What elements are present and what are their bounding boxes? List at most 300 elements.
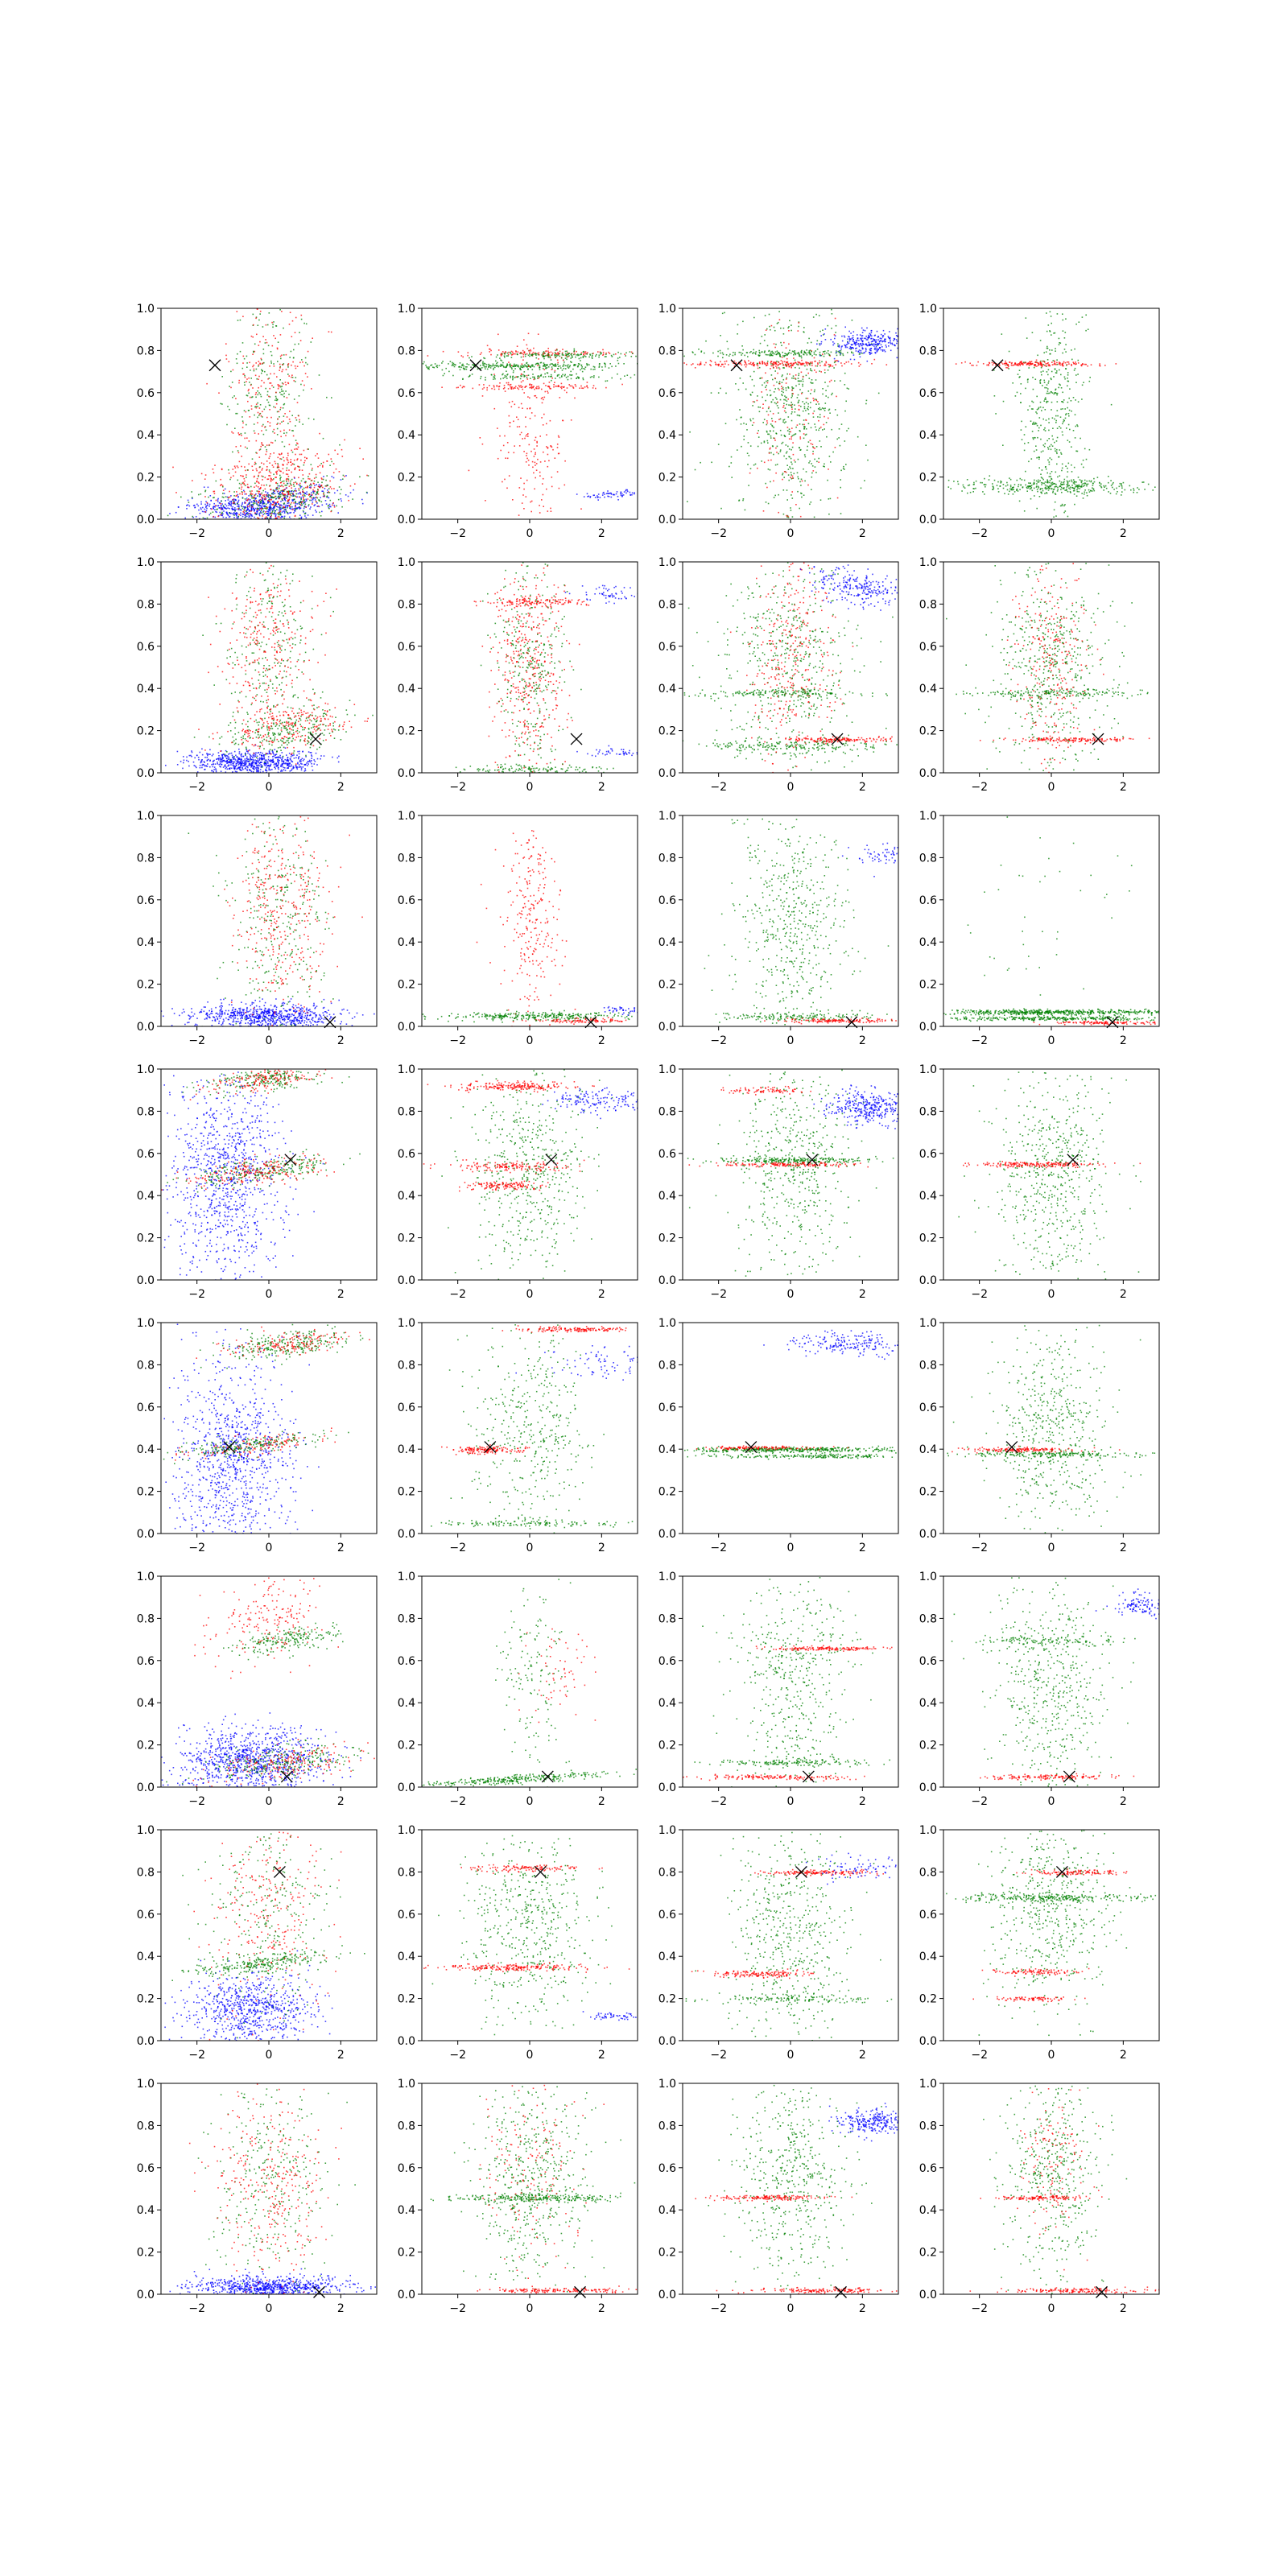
scatter-point-red — [216, 500, 217, 502]
scatter-point-blue — [850, 346, 852, 348]
scatter-point-green — [592, 376, 593, 378]
scatter-point-green — [299, 503, 300, 505]
scatter-point-green — [823, 408, 824, 410]
scatter-point-green — [1092, 487, 1093, 489]
scatter-point-green — [504, 357, 506, 358]
scatter-point-green — [279, 507, 281, 509]
scatter-point-green — [774, 330, 776, 332]
scatter-point-green — [258, 415, 260, 416]
scatter-point-red — [248, 390, 250, 392]
scatter-point-green — [526, 377, 528, 378]
scatter-point-green — [1055, 472, 1057, 473]
scatter-point-blue — [265, 491, 266, 493]
scatter-point-green — [301, 319, 303, 320]
scatter-point-red — [256, 334, 258, 336]
scatter-point-green — [1045, 409, 1046, 411]
scatter-point-green — [1040, 340, 1042, 341]
scatter-point-red — [221, 508, 222, 510]
scatter-point-green — [512, 378, 514, 379]
scatter-point-green — [1117, 491, 1118, 493]
scatter-point-green — [295, 502, 297, 504]
scatter-point-red — [593, 385, 595, 386]
y-tick-label: 0.2 — [658, 472, 676, 485]
scatter-point-green — [366, 492, 368, 493]
scatter-point-blue — [243, 506, 245, 508]
scatter-point-blue — [858, 340, 860, 341]
scatter-point-blue — [222, 514, 224, 515]
scatter-point-green — [786, 499, 788, 501]
scatter-point-red — [800, 516, 802, 518]
scatter-point-green — [245, 432, 246, 434]
scatter-point-green — [513, 372, 514, 374]
scatter-point-red — [304, 460, 306, 462]
scatter-point-green — [1028, 442, 1030, 444]
scatter-point-blue — [624, 491, 625, 493]
scatter-point-red — [533, 473, 535, 474]
scatter-point-green — [783, 328, 785, 329]
scatter-point-red — [258, 345, 260, 346]
scatter-point-red — [518, 389, 520, 390]
scatter-point-red — [559, 453, 560, 455]
scatter-point-green — [568, 355, 570, 357]
scatter-point-green — [845, 464, 847, 465]
scatter-point-green — [851, 352, 852, 353]
scatter-point-red — [291, 365, 292, 366]
scatter-point-red — [497, 427, 498, 429]
scatter-point-blue — [268, 502, 270, 503]
scatter-point-green — [602, 369, 604, 371]
scatter-point-green — [543, 365, 544, 367]
scatter-point-blue — [175, 512, 177, 514]
scatter-point-green — [1030, 498, 1032, 500]
scatter-point-red — [785, 365, 786, 366]
scatter-point-green — [798, 375, 799, 377]
scatter-point-red — [505, 390, 506, 392]
scatter-point-green — [1033, 439, 1034, 440]
subplot-r1-c1 — [137, 303, 377, 540]
scatter-point-green — [786, 390, 787, 391]
scatter-point-green — [282, 441, 283, 443]
scatter-point-green — [830, 498, 832, 500]
scatter-point-green — [1055, 448, 1056, 450]
scatter-point-red — [268, 475, 270, 477]
scatter-point-green — [253, 351, 254, 353]
scatter-point-green — [273, 493, 275, 495]
scatter-point-red — [526, 375, 528, 377]
scatter-point-red — [522, 494, 524, 496]
scatter-point-green — [244, 410, 246, 411]
scatter-point-red — [681, 362, 683, 364]
scatter-point-green — [529, 356, 530, 357]
scatter-point-red — [792, 393, 794, 394]
scatter-point-red — [517, 345, 518, 347]
scatter-point-blue — [848, 331, 850, 332]
scatter-points — [154, 308, 369, 521]
scatter-point-red — [741, 365, 743, 366]
scatter-point-red — [204, 478, 206, 480]
scatter-point-green — [815, 466, 816, 468]
scatter-point-blue — [233, 509, 235, 510]
scatter-point-green — [1033, 422, 1034, 423]
scatter-point-green — [452, 362, 453, 364]
scatter-point-green — [1051, 436, 1053, 437]
scatter-point-green — [280, 386, 282, 388]
scatter-point-red — [286, 473, 287, 475]
scatter-point-red — [521, 386, 522, 388]
scatter-point-green — [294, 490, 295, 492]
scatter-point-blue — [617, 491, 618, 493]
scatter-point-red — [279, 411, 280, 413]
scatter-point-blue — [208, 514, 210, 516]
scatter-point-green — [280, 494, 282, 496]
scatter-point-red — [299, 419, 300, 421]
scatter-point-green — [283, 393, 285, 394]
scatter-point-red — [250, 493, 252, 495]
scatter-point-red — [276, 473, 278, 475]
scatter-point-green — [1051, 316, 1052, 317]
scatter-point-blue — [908, 345, 910, 346]
scatter-point-green — [278, 341, 279, 343]
scatter-point-green — [617, 374, 618, 375]
scatter-point-red — [791, 491, 793, 493]
scatter-point-green — [559, 377, 561, 378]
scatter-point-blue — [870, 348, 872, 349]
scatter-point-green — [263, 353, 265, 355]
scatter-point-green — [803, 332, 805, 333]
scatter-point-green — [819, 315, 820, 316]
scatter-point-blue — [307, 493, 308, 495]
scatter-point-green — [245, 507, 246, 509]
scatter-point-blue — [283, 510, 284, 512]
scatter-point-green — [229, 409, 230, 411]
scatter-point-blue — [255, 508, 257, 510]
scatter-point-red — [768, 407, 770, 408]
scatter-point-green — [1046, 371, 1048, 373]
scatter-point-red — [237, 432, 239, 434]
scatter-point-green — [1065, 510, 1067, 512]
scatter-point-red — [312, 468, 313, 469]
scatter-point-green — [744, 436, 745, 437]
scatter-point-green — [824, 353, 826, 355]
scatter-point-red — [555, 350, 556, 352]
scatter-point-green — [1049, 330, 1051, 332]
scatter-point-green — [1111, 404, 1113, 406]
scatter-point-green — [795, 434, 796, 436]
y-tick-label: 0.4 — [398, 429, 415, 442]
scatter-point-blue — [614, 494, 616, 496]
scatter-point-green — [469, 376, 470, 378]
scatter-point-red — [497, 334, 499, 336]
scatter-point-red — [299, 496, 300, 497]
scatter-point-red — [504, 479, 506, 481]
scatter-point-green — [1038, 456, 1040, 458]
scatter-point-green — [717, 356, 719, 357]
scatter-point-red — [532, 461, 534, 463]
scatter-point-red — [258, 475, 259, 477]
scatter-point-green — [840, 513, 842, 514]
scatter-point-green — [804, 365, 806, 367]
scatter-point-green — [791, 474, 792, 476]
scatter-point-green — [1046, 440, 1048, 442]
scatter-point-green — [324, 494, 325, 496]
scatter-point-red — [799, 409, 800, 411]
scatter-point-blue — [607, 496, 609, 497]
scatter-point-red — [546, 434, 547, 436]
scatter-point-green — [764, 440, 766, 442]
scatter-point-red — [242, 482, 244, 484]
scatter-point-green — [803, 419, 805, 421]
scatter-point-red — [547, 350, 549, 352]
scatter-point-green — [293, 495, 295, 497]
scatter-point-red — [538, 358, 539, 360]
scatter-point-green — [807, 406, 809, 407]
scatter-point-green — [1060, 409, 1062, 411]
scatter-point-red — [480, 353, 481, 355]
scatter-point-green — [791, 330, 792, 332]
scatter-point-blue — [275, 516, 277, 518]
scatter-point-green — [487, 369, 489, 370]
scatter-point-blue — [219, 507, 221, 509]
scatter-point-red — [557, 444, 559, 445]
scatter-point-red — [550, 508, 551, 510]
scatter-point-blue — [204, 509, 206, 510]
scatter-point-green — [284, 509, 286, 510]
scatter-point-green — [423, 361, 425, 363]
scatter-point-red — [272, 442, 274, 444]
scatter-point-red — [783, 365, 785, 366]
scatter-point-red — [301, 502, 303, 504]
scatter-point-red — [233, 502, 235, 504]
scatter-point-red — [761, 391, 762, 393]
scatter-point-green — [275, 498, 277, 500]
scatter-point-red — [260, 363, 262, 365]
scatter-point-green — [1067, 468, 1068, 469]
scatter-point-red — [261, 386, 262, 387]
scatter-point-green — [548, 357, 550, 358]
scatter-point-red — [801, 360, 803, 361]
scatter-point-red — [312, 494, 313, 496]
scatter-point-green — [237, 353, 238, 355]
scatter-point-green — [808, 462, 810, 464]
scatter-point-green — [771, 402, 773, 403]
scatter-point-blue — [270, 506, 271, 508]
scatter-point-red — [548, 355, 550, 357]
scatter-point-blue — [819, 355, 821, 357]
scatter-point-red — [299, 454, 301, 456]
scatter-point-green — [788, 326, 790, 328]
scatter-point-green — [280, 477, 282, 478]
scatter-point-red — [258, 387, 259, 389]
scatter-point-red — [259, 449, 261, 451]
scatter-point-red — [533, 379, 535, 381]
scatter-point-green — [1045, 443, 1046, 444]
scatter-point-red — [824, 365, 825, 366]
scatter-point-red — [772, 365, 774, 367]
scatter-point-green — [613, 354, 615, 356]
scatter-point-green — [536, 353, 538, 355]
scatter-point-red — [508, 354, 510, 356]
scatter-point-red — [262, 444, 264, 446]
scatter-point-green — [770, 436, 772, 437]
scatter-point-green — [275, 396, 277, 398]
scatter-point-green — [275, 398, 277, 399]
scatter-point-red — [822, 353, 824, 355]
scatter-point-blue — [275, 493, 276, 494]
scatter-point-red — [291, 502, 293, 504]
scatter-point-green — [1038, 408, 1039, 410]
scatter-point-green — [274, 506, 275, 507]
scatter-point-blue — [861, 340, 862, 341]
scatter-point-red — [802, 363, 803, 365]
scatter-point-green — [1043, 429, 1045, 431]
scatter-point-green — [797, 477, 799, 478]
scatter-point-red — [427, 355, 429, 357]
scatter-point-red — [266, 469, 268, 471]
scatter-point-green — [275, 440, 276, 442]
scatter-point-red — [602, 349, 604, 351]
scatter-point-red — [775, 448, 777, 449]
scatter-point-green — [564, 364, 565, 365]
scatter-point-green — [469, 357, 470, 359]
scatter-point-blue — [274, 507, 275, 509]
scatter-point-green — [1067, 471, 1069, 473]
scatter-point-red — [312, 503, 313, 505]
scatter-point-red — [791, 390, 793, 391]
scatter-point-red — [835, 361, 836, 362]
scatter-point-green — [630, 351, 631, 353]
scatter-point-green — [791, 395, 793, 397]
scatter-point-green — [228, 469, 229, 471]
scatter-point-green — [514, 377, 516, 378]
scatter-point-green — [557, 364, 559, 365]
scatter-point-red — [583, 388, 584, 390]
scatter-point-blue — [873, 345, 875, 347]
scatter-point-green — [1025, 485, 1026, 486]
scatter-point-red — [344, 476, 345, 477]
scatter-point-green — [750, 394, 752, 395]
scatter-point-red — [506, 488, 508, 489]
scatter-point-blue — [279, 492, 281, 493]
scatter-point-green — [789, 320, 791, 322]
scatter-point-red — [279, 517, 280, 518]
scatter-point-blue — [254, 517, 255, 518]
axes-frame — [161, 308, 377, 519]
scatter-point-red — [799, 405, 800, 407]
scatter-point-red — [246, 411, 247, 413]
scatter-point-green — [309, 485, 311, 486]
scatter-point-green — [1048, 382, 1050, 384]
scatter-point-green — [329, 464, 331, 466]
scatter-point-green — [824, 407, 826, 409]
scatter-point-red — [734, 361, 736, 362]
scatter-point-green — [786, 404, 787, 406]
scatter-point-red — [242, 316, 244, 317]
scatter-point-green — [270, 362, 272, 364]
scatter-point-green — [750, 420, 752, 422]
scatter-point-green — [1069, 388, 1071, 390]
y-tick-label: 0.8 — [137, 345, 155, 357]
scatter-point-green — [444, 373, 445, 374]
scatter-point-green — [551, 380, 552, 382]
scatter-point-red — [528, 464, 530, 466]
scatter-point-green — [712, 353, 714, 354]
scatter-point-red — [543, 414, 545, 415]
scatter-point-blue — [914, 336, 916, 338]
scatter-point-green — [766, 354, 768, 356]
scatter-point-green — [1067, 374, 1069, 376]
scatter-point-red — [517, 426, 518, 427]
scatter-point-green — [1049, 476, 1051, 477]
scatter-point-green — [625, 353, 627, 354]
scatter-point-red — [758, 365, 759, 367]
scatter-point-green — [843, 355, 844, 357]
scatter-point-red — [568, 384, 570, 386]
scatter-point-green — [583, 356, 584, 357]
scatter-point-green — [778, 388, 779, 390]
scatter-point-red — [293, 380, 295, 382]
scatter-point-green — [1047, 390, 1049, 392]
scatter-point-red — [514, 452, 515, 454]
scatter-point-green — [528, 355, 530, 357]
scatter-point-green — [1056, 440, 1058, 442]
scatter-point-green — [997, 481, 999, 483]
scatter-point-red — [256, 469, 258, 470]
scatter-point-blue — [874, 335, 876, 336]
scatter-point-green — [277, 467, 279, 469]
scatter-point-red — [255, 318, 257, 320]
scatter-point-green — [819, 407, 821, 409]
scatter-point-green — [787, 430, 789, 431]
scatter-point-green — [1001, 333, 1003, 335]
scatter-point-blue — [860, 334, 861, 336]
scatter-point-green — [828, 353, 830, 355]
scatter-point-red — [554, 382, 555, 383]
scatter-point-green — [259, 466, 261, 468]
y-tick-label: 0.6 — [398, 387, 415, 400]
scatter-point-green — [816, 461, 818, 463]
scatter-point-green — [1048, 438, 1050, 440]
scatter-point-red — [534, 456, 535, 457]
scatter-point-green — [778, 407, 779, 409]
scatter-point-green — [1059, 456, 1060, 458]
scatter-point-red — [529, 444, 530, 446]
scatter-point-red — [260, 446, 262, 448]
scatter-point-red — [699, 365, 700, 366]
scatter-point-red — [245, 470, 246, 472]
scatter-point-green — [1045, 481, 1046, 483]
scatter-point-green — [770, 452, 772, 454]
scatter-point-green — [1062, 392, 1063, 394]
scatter-point-blue — [284, 511, 286, 513]
scatter-point-green — [755, 464, 757, 465]
scatter-point-red — [288, 481, 290, 482]
scatter-point-blue — [231, 501, 233, 502]
scatter-point-green — [1051, 471, 1053, 473]
scatter-point-green — [414, 363, 415, 365]
scatter-point-green — [255, 406, 257, 407]
scatter-point-red — [551, 477, 553, 478]
scatter-point-red — [524, 438, 526, 440]
scatter-point-green — [1050, 473, 1051, 475]
scatter-point-green — [1071, 411, 1072, 412]
scatter-point-blue — [249, 517, 250, 518]
scatter-point-green — [1065, 465, 1067, 467]
scatter-point-green — [1054, 442, 1055, 444]
scatter-point-green — [1055, 450, 1056, 452]
scatter-point-green — [259, 313, 261, 315]
scatter-point-red — [774, 364, 775, 365]
scatter-point-green — [1071, 471, 1073, 473]
